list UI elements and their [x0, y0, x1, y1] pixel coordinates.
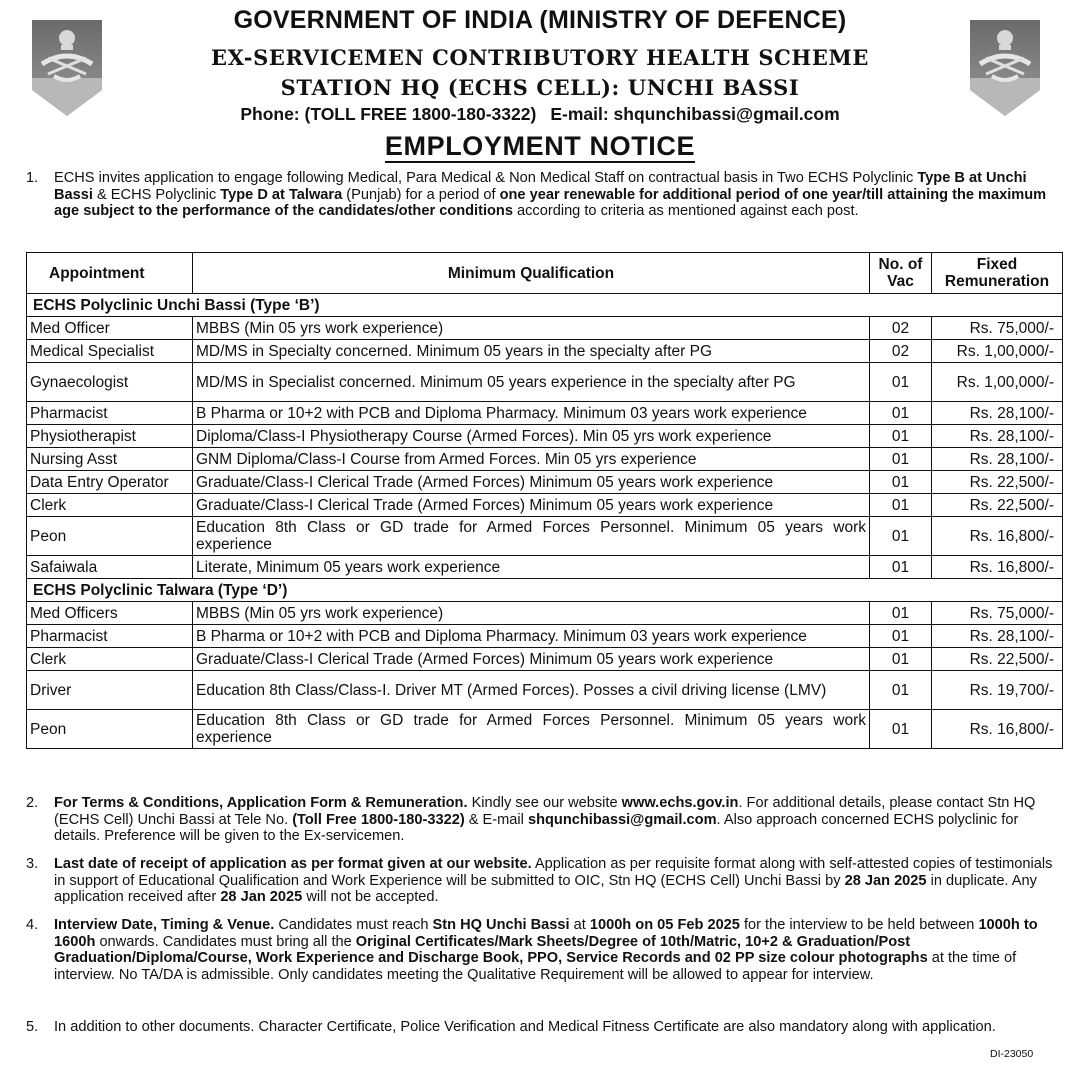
cell-vacancies: 01 — [870, 471, 932, 494]
header-remuneration: Fixed Remuneration — [932, 253, 1063, 294]
cell-vacancies: 02 — [870, 340, 932, 363]
cell-appointment: Pharmacist — [27, 402, 193, 425]
cell-appointment: Driver — [27, 671, 193, 710]
table-row — [27, 625, 1063, 648]
cell-remuneration: Rs. 22,500/- — [932, 471, 1063, 494]
cell-appointment: Gynaecologist — [27, 363, 193, 402]
cell-appointment: Medical Specialist — [27, 340, 193, 363]
cell-qualification: MD/MS in Specialty concerned. Minimum 05 years in the specialty after PG — [193, 340, 870, 363]
cell-appointment: Safaiwala — [27, 556, 193, 579]
table-row — [27, 471, 1063, 494]
table-row — [27, 340, 1063, 363]
table-row — [27, 494, 1063, 517]
cell-qualification: GNM Diploma/Class-I Course from Armed Forces. Min 05 yrs experience — [193, 448, 870, 471]
cell-appointment: Pharmacist — [27, 625, 193, 648]
cell-vacancies: 01 — [870, 625, 932, 648]
paragraph-2: 2. For Terms & Conditions, Application Form & Remuneration. Kindly see our website www.echs.gov.in. For additional details, please contact Stn HQ (ECHS Cell) Unchi Bassi at Tele No. (Toll Free 1800-180-3322) & E-mail shqunchibassi@gmail.com. Also approach concerned ECHS polyclinic for details. Preference will be given to the Ex-servicemen. — [26, 795, 1036, 844]
cell-qualification: Literate, Minimum 05 years work experience — [193, 556, 870, 579]
cell-remuneration: Rs. 1,00,000/- — [932, 340, 1063, 363]
vacancy-table — [26, 252, 1063, 749]
cell-qualification: B Pharma or 10+2 with PCB and Diploma Pharmacy. Minimum 03 years work experience — [193, 402, 870, 425]
table-header-row — [27, 253, 1063, 294]
cell-vacancies: 01 — [870, 517, 932, 556]
cell-vacancies: 01 — [870, 363, 932, 402]
cell-remuneration: Rs. 16,800/- — [932, 556, 1063, 579]
cell-vacancies: 01 — [870, 602, 932, 625]
cell-vacancies: 02 — [870, 317, 932, 340]
cell-qualification: Education 8th Class or GD trade for Armed Forces Personnel. Minimum 05 years work experience — [193, 710, 870, 749]
cell-remuneration: Rs. 16,800/- — [932, 517, 1063, 556]
cell-remuneration: Rs. 28,100/- — [932, 625, 1063, 648]
cell-vacancies: 01 — [870, 425, 932, 448]
header-station: STATION HQ (ECHS CELL): UNCHI BASSI — [280, 75, 800, 100]
cell-appointment: Data Entry Operator — [27, 471, 193, 494]
table-row — [27, 317, 1063, 340]
cell-remuneration: Rs. 28,100/- — [932, 402, 1063, 425]
cell-remuneration: Rs. 75,000/- — [932, 317, 1063, 340]
table-row — [27, 425, 1063, 448]
cell-qualification: MBBS (Min 05 yrs work experience) — [193, 602, 870, 625]
header-vacancies: No. of Vac — [870, 253, 932, 294]
notice-title: EMPLOYMENT NOTICE — [384, 131, 696, 161]
header-qualification: Minimum Qualification — [193, 253, 870, 294]
army-emblem-icon — [968, 18, 1042, 118]
cell-appointment: Clerk — [27, 494, 193, 517]
cell-remuneration: Rs. 1,00,000/- — [932, 363, 1063, 402]
cell-appointment: Clerk — [27, 648, 193, 671]
cell-remuneration: Rs. 19,700/- — [932, 671, 1063, 710]
cell-remuneration: Rs. 28,100/- — [932, 448, 1063, 471]
cell-remuneration: Rs. 16,800/- — [932, 710, 1063, 749]
cell-qualification: MBBS (Min 05 yrs work experience) — [193, 317, 870, 340]
cell-vacancies: 01 — [870, 671, 932, 710]
cell-vacancies: 01 — [870, 402, 932, 425]
email-link[interactable]: shqunchibassi@gmail.com — [527, 811, 717, 828]
cell-vacancies: 01 — [870, 448, 932, 471]
website-link[interactable]: www.echs.gov.in — [621, 795, 739, 811]
section-unchi-bassi: ECHS Polyclinic Unchi Bassi (Type ‘B’) — [27, 294, 1063, 317]
header-scheme: EX-SERVICEMEN CONTRIBUTORY HEALTH SCHEME — [211, 45, 869, 70]
cell-qualification: Education 8th Class/Class-I. Driver MT (Armed Forces). Posses a civil driving license (LMV) — [193, 671, 870, 710]
cell-qualification: Graduate/Class-I Clerical Trade (Armed Forces) Minimum 05 years work experience — [193, 471, 870, 494]
table-row — [27, 363, 1063, 402]
cell-vacancies: 01 — [870, 648, 932, 671]
table-row — [27, 710, 1063, 749]
cell-appointment: Med Officers — [27, 602, 193, 625]
cell-vacancies: 01 — [870, 710, 932, 749]
cell-qualification: B Pharma or 10+2 with PCB and Diploma Pharmacy. Minimum 03 years work experience — [193, 625, 870, 648]
army-emblem-icon — [30, 18, 104, 118]
header-contact — [120, 104, 960, 125]
cell-remuneration: Rs. 22,500/- — [932, 494, 1063, 517]
paragraph-4: 4. Interview Date, Timing & Venue. Candidates must reach Stn HQ Unchi Bassi at 1000h on 05 Feb 2025 for the interview to be held between 1000h to 1600h onwards. Candidates must bring all the Original Certificates/Mark Sheets/Degree of 10th/Matric, 10+2 & Graduation/Post Graduation/Diploma/Course, Work Experience and Discharge Book, PPO, Service Records and 02 PP size colour photographs at the time of interview. No TA/DA is admissible. Only candidates meeting the Qualitative Requirement will be allowed to appear for interview. — [26, 917, 1038, 983]
cell-appointment: Peon — [27, 710, 193, 749]
table-row — [27, 556, 1063, 579]
cell-remuneration: Rs. 28,100/- — [932, 425, 1063, 448]
cell-qualification: Graduate/Class-I Clerical Trade (Armed Forces) Minimum 05 years work experience — [193, 648, 870, 671]
cell-appointment: Physiotherapist — [27, 425, 193, 448]
table-row — [27, 671, 1063, 710]
cell-vacancies: 01 — [870, 556, 932, 579]
cell-remuneration: Rs. 75,000/- — [932, 602, 1063, 625]
paragraph-3: 3. Last date of receipt of application as per format given at our website. Application as per requisite format along with self-attested copies of testimonials in support of Educational Qualification and Work Experience will be submitted to OIC, Stn HQ (ECHS Cell) Unchi Bassi by 28 Jan 2025 in duplicate. Any application received after 28 Jan 2025 will not be accepted. — [26, 856, 1053, 905]
header-appointment: Appointment — [27, 253, 193, 294]
cell-qualification: Diploma/Class-I Physiotherapy Course (Armed Forces). Min 05 yrs work experience — [193, 425, 870, 448]
table-row — [27, 448, 1063, 471]
table-row — [27, 402, 1063, 425]
cell-qualification: Education 8th Class or GD trade for Armed Forces Personnel. Minimum 05 years work experience — [193, 517, 870, 556]
header-ministry: GOVERNMENT OF INDIA (MINISTRY OF DEFENCE) — [233, 6, 847, 34]
table-row — [27, 517, 1063, 556]
paragraph-1: 1. ECHS invites application to engage following Medical, Para Medical & Non Medical Staff on contractual basis in Two ECHS Polyclinic Type B at Unchi Bassi & ECHS Polyclinic Type D at Talwara (Punjab) for a period of one year renewable for additional period of one year/till attaining the maximum age subject to the performance of the candidates/other conditions according to criteria as mentioned against each post. — [26, 170, 1047, 219]
section-talwara: ECHS Polyclinic Talwara (Type ‘D’) — [27, 579, 1063, 602]
paragraph-5: 5. In addition to other documents. Character Certificate, Police Verification and Medical Fitness Certificate are also mandatory along with application. — [26, 1019, 996, 1035]
table-row — [27, 648, 1063, 671]
cell-qualification: Graduate/Class-I Clerical Trade (Armed Forces) Minimum 05 years work experience — [193, 494, 870, 517]
cell-appointment: Med Officer — [27, 317, 193, 340]
cell-appointment: Peon — [27, 517, 193, 556]
cell-appointment: Nursing Asst — [27, 448, 193, 471]
cell-qualification: MD/MS in Specialist concerned. Minimum 05 years experience in the specialty after PG — [193, 363, 870, 402]
table-row — [27, 602, 1063, 625]
cell-remuneration: Rs. 22,500/- — [932, 648, 1063, 671]
cell-vacancies: 01 — [870, 494, 932, 517]
header-phone: Phone: (TOLL FREE 1800-180-3322) — [240, 104, 537, 124]
header-email: E-mail: shqunchibassi@gmail.com — [550, 104, 840, 124]
reference-code: DI-23050 — [990, 1048, 1034, 1060]
